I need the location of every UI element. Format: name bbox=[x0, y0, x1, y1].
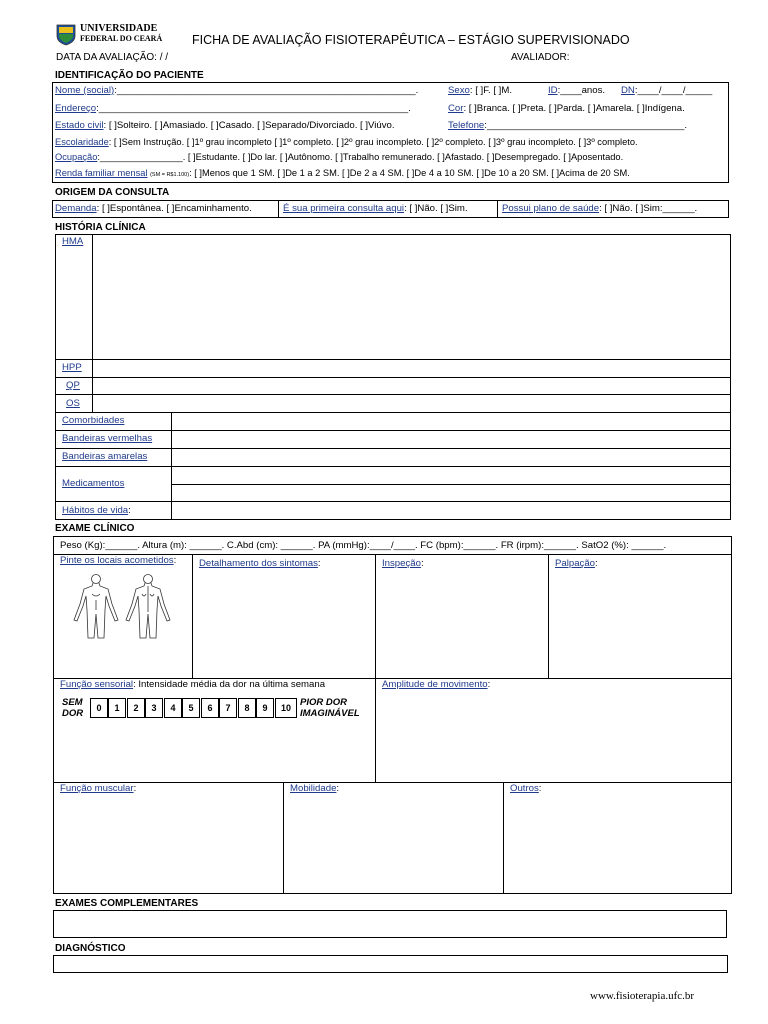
primeira-consulta-row bbox=[283, 203, 468, 215]
diagnostico-field[interactable] bbox=[53, 955, 728, 973]
divider bbox=[192, 554, 193, 678]
university-logo bbox=[56, 24, 176, 48]
funcao-muscular-row bbox=[60, 783, 136, 795]
idade-row bbox=[548, 85, 605, 97]
pior-dor-line2: IMAGINÁVEL bbox=[300, 708, 360, 719]
ocupacao-row bbox=[55, 151, 623, 163]
section-identificacao: IDENTIFICAÇÃO DO PACIENTE bbox=[55, 70, 204, 81]
renda-row bbox=[55, 167, 630, 181]
demanda-field[interactable]: : [ ]Espontânea. [ ]Encaminhamento. bbox=[96, 203, 252, 214]
ufc-crest-icon bbox=[56, 24, 76, 46]
amplitude-label: Amplitude de movimento bbox=[382, 679, 488, 690]
amplitude-row bbox=[382, 679, 490, 691]
hma-label: HMA bbox=[62, 236, 84, 247]
footer-url[interactable]: www.fisioterapia.ufc.br bbox=[590, 990, 695, 1002]
divider bbox=[497, 200, 498, 218]
pain-scale-option[interactable]: 3 bbox=[145, 698, 163, 718]
bandeiras-amarelas-field[interactable] bbox=[172, 449, 730, 466]
qp-field[interactable] bbox=[93, 378, 730, 395]
divider bbox=[53, 782, 732, 783]
amplitude-colon: : bbox=[487, 679, 491, 690]
detalhamento-label: Detalhamento dos sintomas bbox=[199, 558, 318, 569]
logo-line2: FEDERAL DO CEARÁ bbox=[80, 34, 163, 43]
dn-row bbox=[621, 85, 712, 97]
idade-label: ID bbox=[548, 85, 558, 96]
pain-scale-option[interactable]: 7 bbox=[219, 698, 237, 718]
medicamentos-label: Medicamentos bbox=[62, 478, 125, 489]
evaluator-label: AVALIADOR: bbox=[511, 52, 570, 63]
mobilidade-label: Mobilidade bbox=[290, 783, 337, 794]
detalhamento-colon: : bbox=[317, 558, 321, 569]
plano-saude-label: Possui plano de saúde bbox=[502, 203, 600, 214]
pain-scale-option[interactable]: 0 bbox=[90, 698, 108, 718]
pain-scale-option[interactable]: 8 bbox=[238, 698, 256, 718]
sem-dor-line1: SEM bbox=[62, 697, 83, 708]
sexo-label: Sexo bbox=[448, 85, 470, 96]
bandeiras-vermelhas-field[interactable] bbox=[172, 431, 730, 448]
cor-label: Cor bbox=[448, 103, 464, 114]
ocupacao-label: Ocupação bbox=[55, 152, 98, 162]
section-exames-complementares: EXAMES COMPLEMENTARES bbox=[55, 898, 199, 909]
palpacao-row bbox=[555, 558, 598, 570]
nome-label: Nome (social) bbox=[55, 85, 115, 96]
funcao-muscular-colon: : bbox=[133, 783, 137, 794]
pain-scale-option[interactable]: 6 bbox=[201, 698, 219, 718]
os-field[interactable] bbox=[93, 395, 730, 412]
outros-label: Outros bbox=[510, 783, 539, 794]
escolaridade-field[interactable]: : [ ]Sem Instrução. [ ]1º grau incompleto [ ]1º completo. [ ]2º grau incompleto. [ ]2º completo. [ ]3º grau incompleto. [ ]3º completo. bbox=[108, 137, 638, 147]
telefone-field[interactable]: :_____________________________________. bbox=[484, 120, 688, 131]
idade-field[interactable]: :____anos. bbox=[557, 85, 606, 96]
body-diagram[interactable] bbox=[66, 572, 178, 640]
page-title: FICHA DE AVALIAÇÃO FISIOTERAPÊUTICA – ESTÁGIO SUPERVISIONADO bbox=[192, 33, 630, 47]
funcao-sensorial-text: : Intensidade média da dor na última semana bbox=[133, 679, 326, 690]
habitos-field[interactable] bbox=[172, 502, 730, 519]
sexo-field[interactable]: : [ ]F. [ ]M. bbox=[469, 85, 512, 96]
estado-civil-field[interactable]: : [ ]Solteiro. [ ]Amasiado. [ ]Casado. [ ]Separado/Divorciado. [ ]Viúvo. bbox=[103, 120, 395, 131]
vitals-field[interactable]: Peso (Kg):______. Altura (m): ______. C.Abd (cm): ______. PA (mmHg):____/____. FC (bpm):______. FR (irpm):______. SatO2 (%): ______. bbox=[60, 540, 667, 551]
mobilidade-row bbox=[290, 783, 339, 795]
palpacao-label: Palpação bbox=[555, 558, 596, 569]
section-historia-clinica: HISTÓRIA CLÍNICA bbox=[55, 222, 146, 233]
nome-row bbox=[55, 85, 418, 97]
mobilidade-colon: : bbox=[336, 783, 340, 794]
funcao-muscular-label: Função muscular bbox=[60, 783, 134, 794]
bandeiras-vermelhas-label: Bandeiras vermelhas bbox=[62, 433, 153, 444]
section-diagnostico: DIAGNÓSTICO bbox=[55, 943, 126, 954]
pain-scale-option[interactable]: 2 bbox=[127, 698, 145, 718]
nome-field[interactable]: :________________________________________________________. bbox=[114, 85, 419, 96]
funcao-sensorial-row bbox=[60, 679, 325, 691]
hma-field[interactable] bbox=[93, 235, 730, 359]
estado-civil-row bbox=[55, 120, 395, 132]
section-exame-clinico: EXAME CLÍNICO bbox=[55, 523, 135, 534]
ocupacao-field[interactable]: :________________. [ ]Estudante. [ ]Do lar. [ ]Autônomo. [ ]Trabalho remunerado. [ ]Afastado. [ ]Desempregado. [ ]Aposentado. bbox=[97, 152, 624, 162]
habitos-label: Hábitos de vida bbox=[62, 505, 129, 516]
divider bbox=[548, 554, 549, 678]
pior-dor-line1: PIOR DOR bbox=[300, 697, 347, 708]
pinte-row bbox=[60, 555, 176, 567]
divider bbox=[283, 782, 284, 894]
outros-row bbox=[510, 783, 541, 795]
medicamentos-field-1[interactable] bbox=[172, 467, 730, 483]
funcao-sensorial-label: Função sensorial bbox=[60, 679, 134, 690]
pain-scale-option[interactable]: 1 bbox=[108, 698, 126, 718]
escolaridade-row bbox=[55, 136, 638, 148]
sem-dor-label bbox=[62, 697, 83, 719]
cor-field[interactable]: : [ ]Branca. [ ]Preta. [ ]Parda. [ ]Amarela. [ ]Indígena. bbox=[463, 103, 685, 114]
palpacao-colon: : bbox=[595, 558, 598, 569]
sem-dor-line2: DOR bbox=[62, 708, 84, 719]
habitos-colon: : bbox=[128, 505, 131, 516]
comorbidades-label: Comorbidades bbox=[62, 415, 125, 426]
bandeiras-amarelas-label: Bandeiras amarelas bbox=[62, 451, 148, 462]
pinte-colon: : bbox=[173, 555, 177, 566]
pain-scale-option[interactable]: 9 bbox=[256, 698, 274, 718]
escolaridade-label: Escolaridade bbox=[55, 137, 109, 147]
comorbidades-field[interactable] bbox=[172, 413, 730, 430]
cor-row bbox=[448, 103, 685, 115]
inspecao-row bbox=[382, 558, 424, 570]
hpp-field[interactable] bbox=[93, 360, 730, 377]
inspecao-label: Inspeção bbox=[382, 558, 421, 569]
pinte-label: Pinte os locais acometidos bbox=[60, 555, 174, 566]
body-front-icon bbox=[74, 575, 118, 639]
primeira-consulta-label: É sua primeira consulta aqui bbox=[283, 203, 405, 214]
outros-colon: : bbox=[538, 783, 542, 794]
sexo-row bbox=[448, 85, 512, 97]
demanda-label: Demanda bbox=[55, 203, 97, 214]
renda-field[interactable]: : [ ]Menos que 1 SM. [ ]De 1 a 2 SM. [ ]De 2 a 4 SM. [ ]De 4 a 10 SM. [ ]De 10 a 20 SM. [ ]Acima de 20 SM. bbox=[189, 168, 630, 178]
renda-label: Renda familiar mensal bbox=[55, 168, 148, 178]
exames-complementares-field[interactable] bbox=[53, 910, 727, 938]
os-label: OS bbox=[66, 398, 80, 409]
endereco-label: Endereço bbox=[55, 103, 97, 114]
dn-field[interactable]: :____/____/_____ bbox=[634, 85, 713, 96]
detalhamento-row bbox=[199, 558, 321, 570]
endereco-field[interactable]: :__________________________________________________________. bbox=[96, 103, 411, 114]
pior-dor-label bbox=[300, 697, 360, 719]
qp-label: QP bbox=[66, 380, 80, 391]
pain-scale-option[interactable]: 4 bbox=[164, 698, 182, 718]
renda-note: (SM = R$1.100) bbox=[150, 172, 190, 178]
primeira-consulta-field[interactable]: : [ ]Não. [ ]Sim. bbox=[404, 203, 468, 214]
estado-civil-label: Estado civil bbox=[55, 120, 104, 131]
dn-label: DN bbox=[621, 85, 635, 96]
evaluation-date: DATA DA AVALIAÇÃO: / / bbox=[56, 52, 169, 63]
pain-scale bbox=[90, 698, 295, 718]
pain-scale-option[interactable]: 5 bbox=[182, 698, 200, 718]
telefone-row bbox=[448, 120, 687, 132]
habitos-row bbox=[62, 505, 131, 517]
logo-line1: UNIVERSIDADE bbox=[80, 23, 158, 34]
divider bbox=[503, 782, 504, 894]
demanda-row bbox=[55, 203, 252, 215]
endereco-row bbox=[55, 103, 411, 115]
hpp-label: HPP bbox=[62, 362, 82, 373]
inspecao-colon: : bbox=[420, 558, 424, 569]
telefone-label: Telefone bbox=[448, 120, 485, 131]
medicamentos-field-2[interactable] bbox=[172, 485, 730, 501]
body-back-icon bbox=[126, 575, 170, 639]
pain-scale-option[interactable]: 10 bbox=[275, 698, 297, 718]
divider bbox=[278, 200, 279, 218]
divider bbox=[375, 554, 376, 782]
section-origem: ORIGEM DA CONSULTA bbox=[55, 187, 170, 198]
plano-saude-row bbox=[502, 203, 697, 215]
plano-saude-field[interactable]: : [ ]Não. [ ]Sim:______. bbox=[599, 203, 698, 214]
